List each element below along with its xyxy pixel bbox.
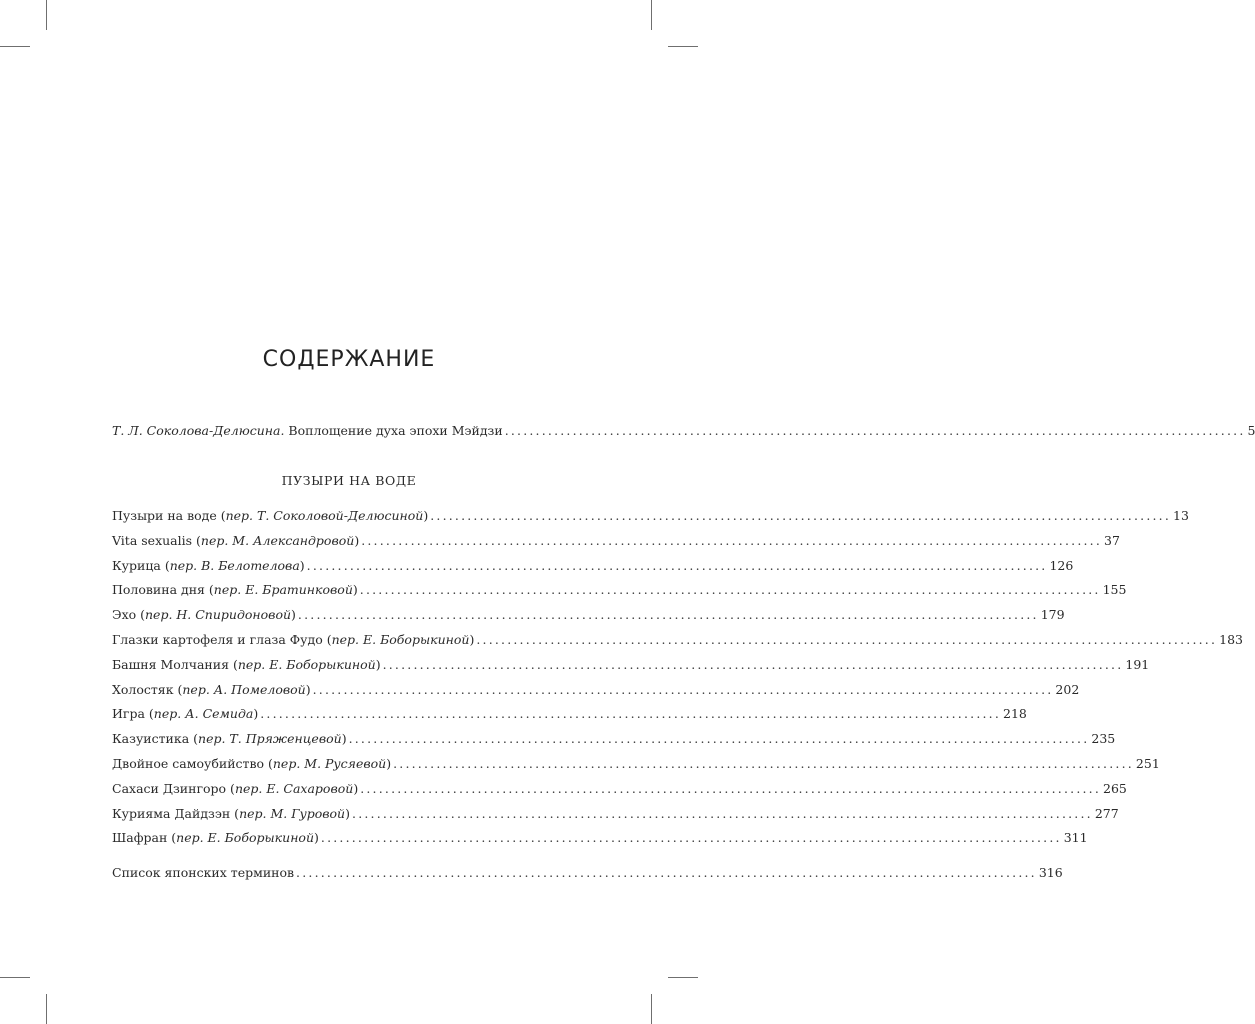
- entry-title: Игра: [112, 706, 145, 722]
- entry-title: Шафран: [112, 830, 168, 846]
- entry-translator: пер. Е. Боборыкиной: [331, 632, 470, 647]
- toc-entry: Сахаси Дзингоро (пер. Е. Сахаровой) ........................................................................................................................ 265: [112, 778, 572, 800]
- entry-page-number: 179: [1040, 607, 1065, 623]
- entry-page-number: 277: [1094, 805, 1119, 821]
- toc-entry: Vita sexualis (пер. М. Александровой) ........................................................................................................................ 37: [112, 530, 572, 552]
- toc-entry: Глазки картофеля и глаза Фудо (пер. Е. Боборыкиной) ........................................................................................................................ 183: [112, 629, 572, 651]
- entry-page-number: 265: [1103, 780, 1127, 796]
- toc-entry: Башня Молчания (пер. Е. Боборыкиной) ........................................................................................................................ 191: [112, 654, 572, 676]
- entry-translator: пер. М. Гуровой: [239, 805, 346, 821]
- dot-leader: ........................................................................................................................: [382, 656, 1124, 672]
- dot-leader: ........................................................................................................................: [296, 865, 1037, 880]
- dot-leader: ........................................................................................................................: [320, 830, 1062, 846]
- entry-translator: пер. Т. Соколовой-Делюсиной: [225, 508, 424, 523]
- dot-leader: ........................................................................................................................: [348, 731, 1090, 747]
- dot-leader: ........................................................................................................................: [504, 423, 1246, 438]
- entry-page-number: 155: [1102, 582, 1127, 598]
- entry-page-number: 191: [1125, 656, 1150, 672]
- dot-leader: ........................................................................................................................: [361, 532, 1103, 548]
- entry-page-number: 37: [1104, 532, 1120, 548]
- crop-mark-left-top: [0, 46, 30, 47]
- section-title: ПУЗЫРИ НА ВОДЕ: [281, 473, 417, 488]
- entry-translator: пер. Н. Спиридоновой: [145, 607, 292, 623]
- toc-entry: Двойное самоубийство (пер. М. Русяевой) ........................................................................................................................ 251: [112, 753, 572, 775]
- entry-page-number: 251: [1135, 756, 1160, 771]
- toc-entry: Игра (пер. А. Семида) ........................................................................................................................ 218: [112, 703, 572, 725]
- entry-page-number: 13: [1173, 508, 1189, 523]
- crop-mark-top-left: [46, 0, 47, 30]
- dot-leader: ........................................................................................................................: [260, 706, 1002, 722]
- toc-entry: Казуистика (пер. Т. Пряженцевой) ........................................................................................................................ 235: [112, 728, 572, 750]
- toc-entry: Шафран (пер. Е. Боборыкиной) ........................................................................................................................ 311: [112, 827, 572, 849]
- entry-translator: пер. В. Белотелова: [169, 557, 300, 573]
- toc-glossary-entry: [112, 862, 1063, 884]
- entry-page-number: 235: [1091, 731, 1116, 747]
- entry-title: Казуистика: [112, 731, 190, 747]
- entry-title: Пузыри на воде: [112, 508, 217, 523]
- dot-leader: ........................................................................................................................: [359, 582, 1101, 598]
- dot-leader: ........................................................................................................................: [306, 557, 1048, 573]
- entry-title: Глазки картофеля и глаза Фудо: [112, 632, 323, 647]
- entry-translator: пер. Е. Боборыкиной: [176, 830, 314, 846]
- entry-title: Курица: [112, 557, 161, 573]
- dot-leader: ........................................................................................................................: [297, 607, 1039, 623]
- dot-leader: ........................................................................................................................: [352, 805, 1093, 821]
- entry-page-number: 218: [1003, 706, 1027, 722]
- intro-title: Воплощение духа эпохи Мэйдзи: [288, 423, 503, 438]
- entry-title: Половина дня: [112, 582, 205, 598]
- entry-page-number: 126: [1049, 557, 1074, 573]
- entry-title: Башня Молчания: [112, 656, 229, 672]
- toc-entry: Холостяк (пер. А. Помеловой) ........................................................................................................................ 202: [112, 679, 572, 701]
- intro-page-number: 5: [1247, 423, 1255, 438]
- toc-intro-entry: [112, 420, 1255, 442]
- entry-title: Курияма Дайдзэн: [112, 805, 231, 821]
- entry-translator: пер. М. Александровой: [200, 532, 355, 548]
- glossary-title: Список японских терминов: [112, 865, 295, 880]
- toc-entry: Эхо (пер. Н. Спиридоновой) ........................................................................................................................ 179: [112, 604, 572, 626]
- entry-page-number: 311: [1063, 830, 1088, 846]
- entry-translator: пер. А. Помеловой: [182, 681, 306, 697]
- crop-mark-bottom-left: [46, 994, 47, 1024]
- entry-page-number: 183: [1219, 632, 1244, 647]
- entry-translator: пер. А. Семида: [153, 706, 254, 722]
- glossary-page-number: 316: [1038, 865, 1063, 880]
- toc-entry: Курица (пер. В. Белотелова) ........................................................................................................................ 126: [112, 555, 572, 577]
- page-title: СОДЕРЖАНИЕ: [262, 347, 436, 372]
- toc-entry: Пузыри на воде (пер. Т. Соколовой-Делюсиной) ........................................................................................................................ 13: [112, 505, 572, 527]
- entry-title: Холостяк: [112, 681, 174, 697]
- crop-mark-top-right: [651, 0, 652, 30]
- entry-translator: пер. Е. Братинковой: [213, 582, 353, 598]
- entry-translator: пер. М. Русяевой: [272, 756, 387, 771]
- crop-mark-bottom-right: [651, 994, 652, 1024]
- toc-entry: Курияма Дайдзэн (пер. М. Гуровой) ........................................................................................................................ 277: [112, 803, 572, 825]
- entry-title: Двойное самоубийство: [112, 756, 265, 771]
- dot-leader: ........................................................................................................................: [360, 780, 1102, 796]
- entry-page-number: 202: [1055, 681, 1080, 697]
- intro-author: Т. Л. Соколова-Делюсина.: [112, 423, 285, 438]
- dot-leader: ........................................................................................................................: [476, 632, 1218, 647]
- entry-title: Сахаси Дзингоро: [112, 780, 227, 796]
- entry-translator: пер. Е. Боборыкиной: [237, 656, 376, 672]
- entry-translator: пер. Т. Пряженцевой: [198, 731, 342, 747]
- toc-entry: Половина дня (пер. Е. Братинковой) ........................................................................................................................ 155: [112, 579, 572, 601]
- dot-leader: ........................................................................................................................: [430, 508, 1172, 523]
- crop-mark-right-bottom: [668, 977, 698, 978]
- dot-leader: ........................................................................................................................: [393, 756, 1134, 771]
- crop-mark-right-top: [668, 46, 698, 47]
- entry-title: Vita sexualis: [112, 532, 193, 548]
- crop-mark-left-bottom: [0, 977, 30, 978]
- dot-leader: ........................................................................................................................: [312, 681, 1054, 697]
- entry-translator: пер. Е. Сахаровой: [234, 780, 354, 796]
- entry-title: Эхо: [112, 607, 137, 623]
